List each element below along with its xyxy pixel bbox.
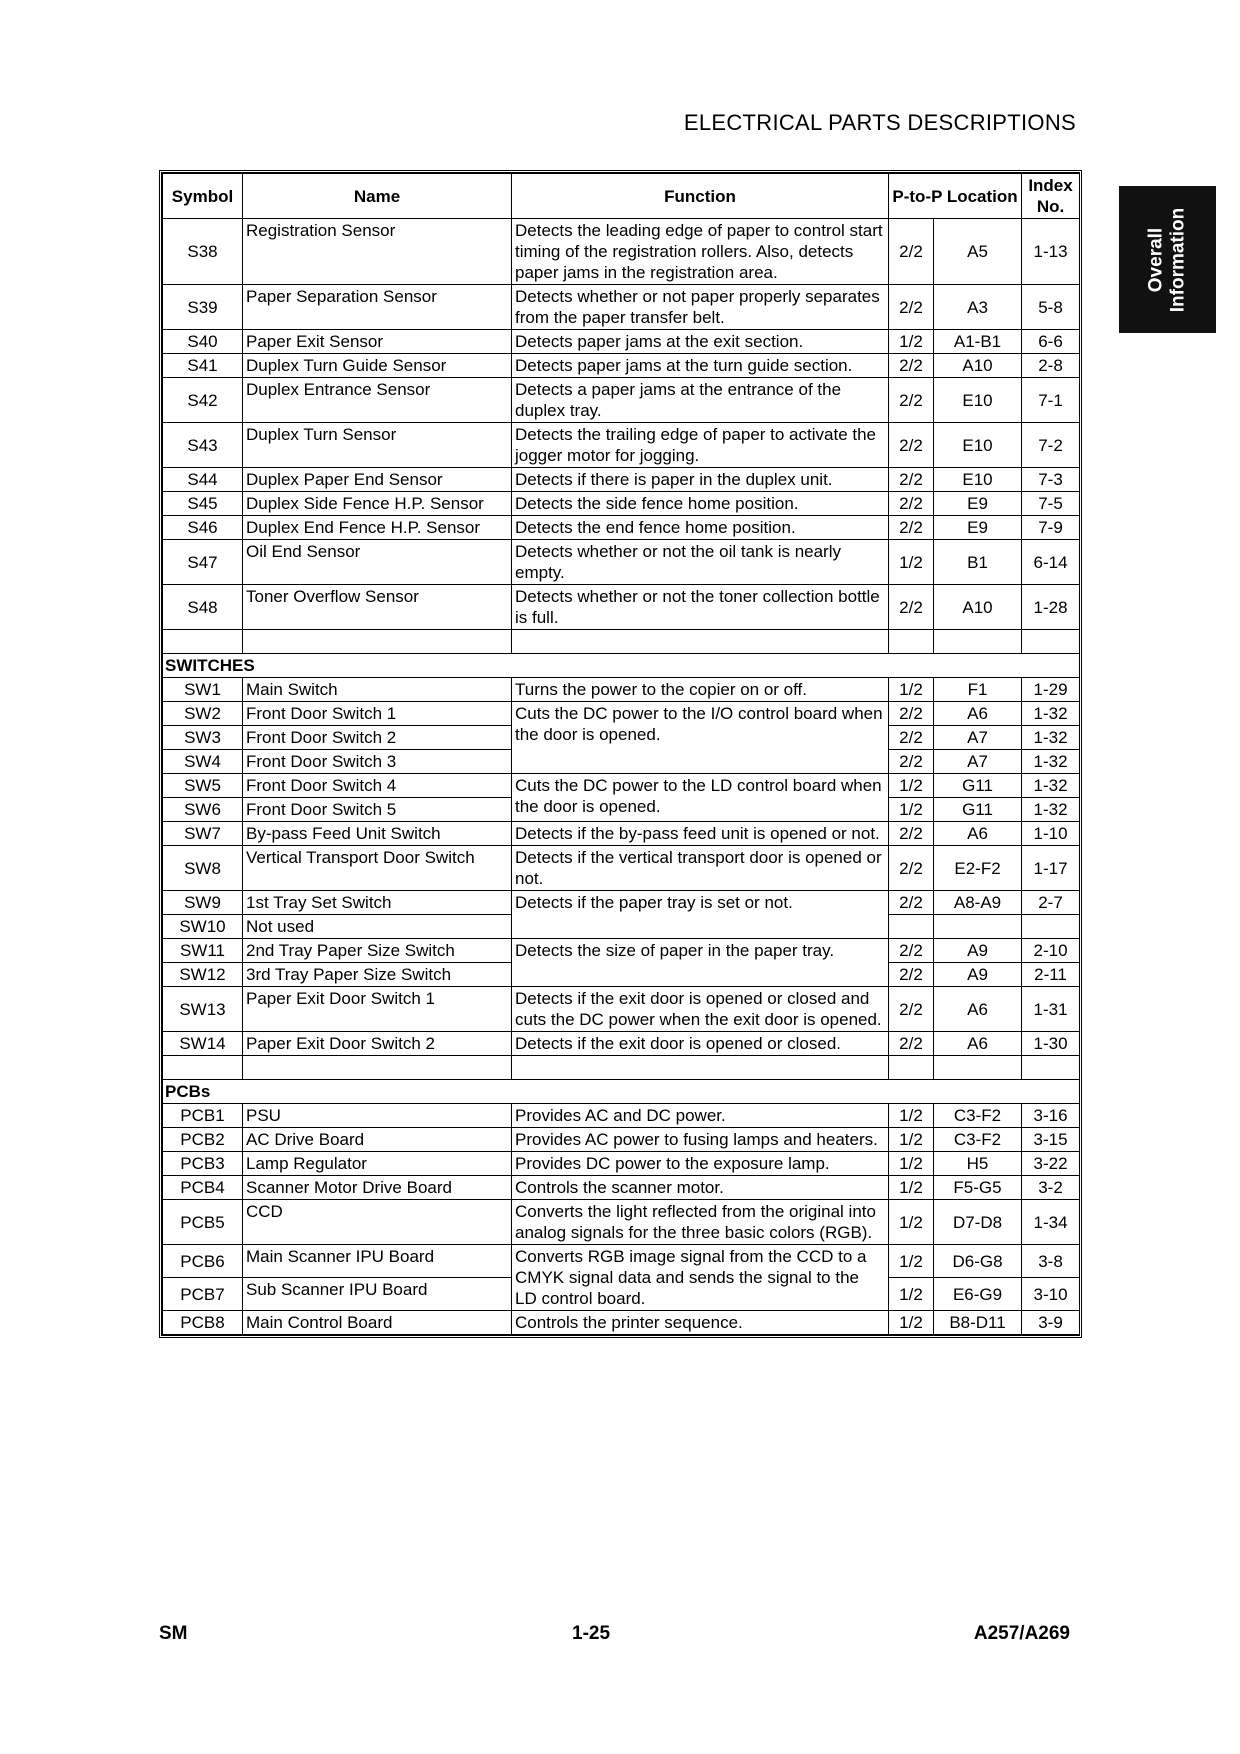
- index-cell: 1-31: [1022, 987, 1080, 1032]
- name-cell: Front Door Switch 1: [243, 702, 512, 726]
- index-cell: 3-8: [1022, 1245, 1080, 1278]
- name-cell: Duplex Entrance Sensor: [243, 378, 512, 423]
- index-cell: 7-2: [1022, 423, 1080, 468]
- name-cell: 2nd Tray Paper Size Switch: [243, 939, 512, 963]
- symbol-cell: S39: [163, 285, 243, 330]
- index-cell: [1022, 915, 1080, 939]
- name-cell: By-pass Feed Unit Switch: [243, 822, 512, 846]
- page-cell: 2/2: [889, 1032, 934, 1056]
- table-row: [163, 702, 1080, 726]
- index-cell: 3-22: [1022, 1152, 1080, 1176]
- page-cell: 1/2: [889, 1311, 934, 1335]
- index-cell: 7-3: [1022, 468, 1080, 492]
- header-name: Name: [243, 174, 512, 219]
- function-cell: Provides DC power to the exposure lamp.: [512, 1152, 889, 1176]
- table-row: [163, 846, 1080, 891]
- name-cell: Main Switch: [243, 678, 512, 702]
- name-cell: PSU: [243, 1104, 512, 1128]
- symbol-cell: PCB1: [163, 1104, 243, 1128]
- index-cell: 1-32: [1022, 702, 1080, 726]
- symbol-cell: S48: [163, 585, 243, 630]
- index-cell: 5-8: [1022, 285, 1080, 330]
- page-cell: 2/2: [889, 516, 934, 540]
- blank-cell: [934, 630, 1022, 654]
- symbol-cell: SW9: [163, 891, 243, 915]
- function-cell: Provides AC power to fusing lamps and heaters.: [512, 1128, 889, 1152]
- index-cell: 1-34: [1022, 1200, 1080, 1245]
- blank-cell: [163, 1056, 243, 1080]
- location-cell: A5: [934, 219, 1022, 285]
- location-cell: E10: [934, 378, 1022, 423]
- section-row: [163, 654, 1080, 678]
- symbol-cell: SW4: [163, 750, 243, 774]
- index-cell: 3-15: [1022, 1128, 1080, 1152]
- header-location: P-to-P Location: [889, 174, 1022, 219]
- blank-cell: [243, 1056, 512, 1080]
- function-cell: Detects if there is paper in the duplex unit.: [512, 468, 889, 492]
- location-cell: C3-F2: [934, 1128, 1022, 1152]
- table-row: [163, 678, 1080, 702]
- function-cell: Detects if the by-pass feed unit is opened or not.: [512, 822, 889, 846]
- location-cell: B1: [934, 540, 1022, 585]
- blank-cell: [934, 1056, 1022, 1080]
- location-cell: G11: [934, 798, 1022, 822]
- header-function: Function: [512, 174, 889, 219]
- location-cell: A9: [934, 939, 1022, 963]
- name-cell: Duplex Turn Guide Sensor: [243, 354, 512, 378]
- location-cell: A6: [934, 702, 1022, 726]
- page-cell: 2/2: [889, 891, 934, 915]
- symbol-cell: SW7: [163, 822, 243, 846]
- function-cell: Detects paper jams at the exit section.: [512, 330, 889, 354]
- page-cell: 1/2: [889, 1245, 934, 1278]
- blank-cell: [1022, 1056, 1080, 1080]
- name-cell: Duplex End Fence H.P. Sensor: [243, 516, 512, 540]
- index-cell: 1-32: [1022, 750, 1080, 774]
- table-row: [163, 1311, 1080, 1335]
- blank-cell: [889, 1056, 934, 1080]
- page-cell: 2/2: [889, 726, 934, 750]
- table-row: [163, 1200, 1080, 1245]
- index-cell: 3-2: [1022, 1176, 1080, 1200]
- symbol-cell: PCB5: [163, 1200, 243, 1245]
- name-cell: Vertical Transport Door Switch: [243, 846, 512, 891]
- location-cell: A9: [934, 963, 1022, 987]
- function-cell: Detects the side fence home position.: [512, 492, 889, 516]
- index-cell: 1-28: [1022, 585, 1080, 630]
- index-cell: 2-11: [1022, 963, 1080, 987]
- symbol-cell: SW10: [163, 915, 243, 939]
- function-cell: Detects if the vertical transport door is opened or not.: [512, 846, 889, 891]
- page-cell: 1/2: [889, 1200, 934, 1245]
- location-cell: F5-G5: [934, 1176, 1022, 1200]
- name-cell: Scanner Motor Drive Board: [243, 1176, 512, 1200]
- name-cell: 1st Tray Set Switch: [243, 891, 512, 915]
- page-cell: 2/2: [889, 492, 934, 516]
- blank-cell: [512, 1056, 889, 1080]
- name-cell: Main Scanner IPU Board: [243, 1245, 512, 1278]
- page-cell: [889, 915, 934, 939]
- symbol-cell: SW6: [163, 798, 243, 822]
- index-cell: 2-8: [1022, 354, 1080, 378]
- table-row: [163, 330, 1080, 354]
- function-cell: Cuts the DC power to the I/O control board when the door is opened.: [512, 702, 889, 774]
- table-row: [163, 585, 1080, 630]
- page-cell: 1/2: [889, 798, 934, 822]
- section-tab-line-1: Overall: [1145, 227, 1167, 292]
- index-cell: 1-29: [1022, 678, 1080, 702]
- index-cell: 1-17: [1022, 846, 1080, 891]
- function-cell: Detects whether or not the oil tank is nearly empty.: [512, 540, 889, 585]
- location-cell: G11: [934, 774, 1022, 798]
- function-cell: Controls the scanner motor.: [512, 1176, 889, 1200]
- symbol-cell: PCB3: [163, 1152, 243, 1176]
- location-cell: B8-D11: [934, 1311, 1022, 1335]
- table-row: [163, 378, 1080, 423]
- table-row: [163, 939, 1080, 963]
- page-cell: 2/2: [889, 750, 934, 774]
- table-row: [163, 1032, 1080, 1056]
- blank-row: [163, 1056, 1080, 1080]
- function-cell: Detects whether or not paper properly separates from the paper transfer belt.: [512, 285, 889, 330]
- page-cell: 2/2: [889, 939, 934, 963]
- page-cell: 2/2: [889, 846, 934, 891]
- electrical-parts-table-frame: [159, 170, 1082, 1338]
- name-cell: Lamp Regulator: [243, 1152, 512, 1176]
- function-cell: Converts the light reflected from the original into analog signals for the three basic colors (RGB).: [512, 1200, 889, 1245]
- section-tab-line-2: Information: [1167, 207, 1189, 312]
- symbol-cell: SW1: [163, 678, 243, 702]
- symbol-cell: SW14: [163, 1032, 243, 1056]
- page-title: ELECTRICAL PARTS DESCRIPTIONS: [683, 110, 1076, 135]
- name-cell: Front Door Switch 4: [243, 774, 512, 798]
- table-row: [163, 423, 1080, 468]
- page-cell: 2/2: [889, 285, 934, 330]
- page-cell: 1/2: [889, 1152, 934, 1176]
- section-tab: [1119, 186, 1216, 333]
- header-index: Index No.: [1022, 174, 1080, 219]
- table-row: [163, 540, 1080, 585]
- symbol-cell: PCB2: [163, 1128, 243, 1152]
- location-cell: C3-F2: [934, 1104, 1022, 1128]
- symbol-cell: S41: [163, 354, 243, 378]
- table-row: [163, 987, 1080, 1032]
- location-cell: A6: [934, 822, 1022, 846]
- location-cell: A7: [934, 726, 1022, 750]
- table-row: [163, 1245, 1080, 1278]
- function-cell: Detects whether or not the toner collection bottle is full.: [512, 585, 889, 630]
- index-cell: 7-1: [1022, 378, 1080, 423]
- index-cell: 2-7: [1022, 891, 1080, 915]
- page-cell: 1/2: [889, 774, 934, 798]
- symbol-cell: S42: [163, 378, 243, 423]
- location-cell: D6-G8: [934, 1245, 1022, 1278]
- function-cell: Cuts the DC power to the LD control board when the door is opened.: [512, 774, 889, 822]
- location-cell: A3: [934, 285, 1022, 330]
- symbol-cell: S38: [163, 219, 243, 285]
- name-cell: Sub Scanner IPU Board: [243, 1278, 512, 1311]
- electrical-parts-table: [162, 173, 1080, 1335]
- name-cell: Duplex Turn Sensor: [243, 423, 512, 468]
- symbol-cell: SW13: [163, 987, 243, 1032]
- symbol-cell: SW12: [163, 963, 243, 987]
- page-cell: 2/2: [889, 468, 934, 492]
- location-cell: A6: [934, 1032, 1022, 1056]
- table-row: [163, 354, 1080, 378]
- table-row: [163, 492, 1080, 516]
- table-row: [163, 1176, 1080, 1200]
- function-cell: Detects a paper jams at the entrance of the duplex tray.: [512, 378, 889, 423]
- location-cell: F1: [934, 678, 1022, 702]
- table-row: [163, 516, 1080, 540]
- index-cell: 7-9: [1022, 516, 1080, 540]
- name-cell: Main Control Board: [243, 1311, 512, 1335]
- index-cell: 7-5: [1022, 492, 1080, 516]
- function-cell: Turns the power to the copier on or off.: [512, 678, 889, 702]
- index-cell: 1-10: [1022, 822, 1080, 846]
- symbol-cell: PCB6: [163, 1245, 243, 1278]
- name-cell: Front Door Switch 2: [243, 726, 512, 750]
- page-cell: 1/2: [889, 540, 934, 585]
- location-cell: E2-F2: [934, 846, 1022, 891]
- page-cell: 1/2: [889, 330, 934, 354]
- function-cell: Provides AC and DC power.: [512, 1104, 889, 1128]
- blank-row: [163, 630, 1080, 654]
- page-cell: 2/2: [889, 963, 934, 987]
- index-cell: 1-32: [1022, 798, 1080, 822]
- index-cell: 3-9: [1022, 1311, 1080, 1335]
- blank-cell: [512, 630, 889, 654]
- blank-cell: [243, 630, 512, 654]
- function-cell: Detects if the exit door is opened or closed and cuts the DC power when the exit door is opened.: [512, 987, 889, 1032]
- symbol-cell: SW5: [163, 774, 243, 798]
- page-cell: 2/2: [889, 987, 934, 1032]
- function-cell: Converts RGB image signal from the CCD to a CMYK signal data and sends the signal to the LD control board.: [512, 1245, 889, 1311]
- section-row: [163, 1080, 1080, 1104]
- symbol-cell: PCB4: [163, 1176, 243, 1200]
- page-cell: 2/2: [889, 423, 934, 468]
- symbol-cell: S46: [163, 516, 243, 540]
- name-cell: Toner Overflow Sensor: [243, 585, 512, 630]
- page-cell: 1/2: [889, 1104, 934, 1128]
- function-cell: Detects if the paper tray is set or not.: [512, 891, 889, 939]
- location-cell: A1-B1: [934, 330, 1022, 354]
- function-cell: Detects the trailing edge of paper to activate the jogger motor for jogging.: [512, 423, 889, 468]
- location-cell: E10: [934, 468, 1022, 492]
- page-cell: 2/2: [889, 219, 934, 285]
- location-cell: H5: [934, 1152, 1022, 1176]
- name-cell: CCD: [243, 1200, 512, 1245]
- function-cell: Controls the printer sequence.: [512, 1311, 889, 1335]
- index-cell: 6-6: [1022, 330, 1080, 354]
- name-cell: Front Door Switch 3: [243, 750, 512, 774]
- page-cell: 1/2: [889, 1278, 934, 1311]
- location-cell: E6-G9: [934, 1278, 1022, 1311]
- symbol-cell: PCB8: [163, 1311, 243, 1335]
- name-cell: AC Drive Board: [243, 1128, 512, 1152]
- name-cell: Front Door Switch 5: [243, 798, 512, 822]
- page-number: 1-25: [572, 1623, 611, 1644]
- footer-left: SM: [159, 1623, 188, 1644]
- symbol-cell: S45: [163, 492, 243, 516]
- table-row: [163, 219, 1080, 285]
- function-cell: Detects the leading edge of paper to control start timing of the registration rollers. Also, detects paper jams in the registration area.: [512, 219, 889, 285]
- location-cell: D7-D8: [934, 1200, 1022, 1245]
- location-cell: A10: [934, 585, 1022, 630]
- section-heading: SWITCHES: [163, 654, 1080, 678]
- name-cell: Not used: [243, 915, 512, 939]
- page-cell: 1/2: [889, 1128, 934, 1152]
- index-cell: 3-16: [1022, 1104, 1080, 1128]
- name-cell: Registration Sensor: [243, 219, 512, 285]
- blank-cell: [163, 630, 243, 654]
- table-row: [163, 822, 1080, 846]
- symbol-cell: SW11: [163, 939, 243, 963]
- section-heading: PCBs: [163, 1080, 1080, 1104]
- index-cell: 2-10: [1022, 939, 1080, 963]
- table-row: [163, 1128, 1080, 1152]
- index-cell: 1-30: [1022, 1032, 1080, 1056]
- symbol-cell: SW3: [163, 726, 243, 750]
- table-row: [163, 891, 1080, 915]
- symbol-cell: S40: [163, 330, 243, 354]
- page-cell: 2/2: [889, 354, 934, 378]
- symbol-cell: SW8: [163, 846, 243, 891]
- footer-model: A257/A269: [973, 1623, 1070, 1644]
- page-cell: 1/2: [889, 678, 934, 702]
- name-cell: Oil End Sensor: [243, 540, 512, 585]
- index-cell: 3-10: [1022, 1278, 1080, 1311]
- location-cell: A7: [934, 750, 1022, 774]
- page-cell: 2/2: [889, 585, 934, 630]
- symbol-cell: PCB7: [163, 1278, 243, 1311]
- table-row: [163, 1104, 1080, 1128]
- location-cell: A10: [934, 354, 1022, 378]
- name-cell: Paper Exit Door Switch 2: [243, 1032, 512, 1056]
- page-cell: 2/2: [889, 822, 934, 846]
- index-cell: 6-14: [1022, 540, 1080, 585]
- index-cell: 1-32: [1022, 774, 1080, 798]
- table-header-row: [163, 174, 1080, 219]
- symbol-cell: SW2: [163, 702, 243, 726]
- location-cell: A8-A9: [934, 891, 1022, 915]
- page-cell: 1/2: [889, 1176, 934, 1200]
- table-row: [163, 285, 1080, 330]
- location-cell: [934, 915, 1022, 939]
- page-cell: 2/2: [889, 378, 934, 423]
- table-row: [163, 774, 1080, 798]
- blank-cell: [889, 630, 934, 654]
- function-cell: Detects paper jams at the turn guide section.: [512, 354, 889, 378]
- blank-cell: [1022, 630, 1080, 654]
- function-cell: Detects the size of paper in the paper tray.: [512, 939, 889, 987]
- location-cell: E9: [934, 516, 1022, 540]
- function-cell: Detects if the exit door is opened or closed.: [512, 1032, 889, 1056]
- index-cell: 1-32: [1022, 726, 1080, 750]
- page-cell: 2/2: [889, 702, 934, 726]
- name-cell: Duplex Side Fence H.P. Sensor: [243, 492, 512, 516]
- name-cell: 3rd Tray Paper Size Switch: [243, 963, 512, 987]
- index-cell: 1-13: [1022, 219, 1080, 285]
- table-row: [163, 1152, 1080, 1176]
- location-cell: E9: [934, 492, 1022, 516]
- symbol-cell: S43: [163, 423, 243, 468]
- name-cell: Duplex Paper End Sensor: [243, 468, 512, 492]
- header-symbol: Symbol: [163, 174, 243, 219]
- table-body: [163, 219, 1080, 1335]
- symbol-cell: S47: [163, 540, 243, 585]
- name-cell: Paper Separation Sensor: [243, 285, 512, 330]
- location-cell: A6: [934, 987, 1022, 1032]
- name-cell: Paper Exit Sensor: [243, 330, 512, 354]
- table-row: [163, 468, 1080, 492]
- symbol-cell: S44: [163, 468, 243, 492]
- name-cell: Paper Exit Door Switch 1: [243, 987, 512, 1032]
- function-cell: Detects the end fence home position.: [512, 516, 889, 540]
- location-cell: E10: [934, 423, 1022, 468]
